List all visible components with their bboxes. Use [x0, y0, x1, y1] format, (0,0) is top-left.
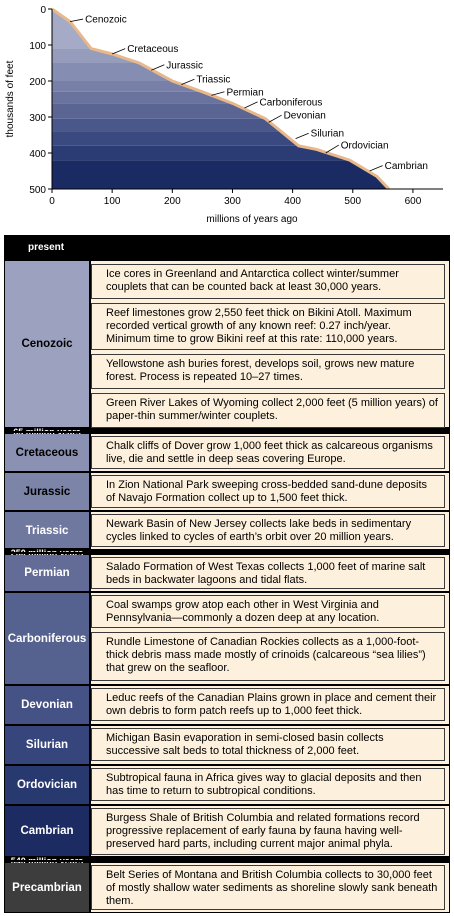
x-tick-label: 100	[103, 196, 121, 207]
table-header	[5, 236, 449, 259]
label-leader	[112, 49, 125, 54]
y-tick-label: 400	[29, 149, 46, 160]
era-silurian: Silurian	[5, 726, 89, 764]
era-cretaceous: Cretaceous	[5, 434, 89, 471]
present-label: present	[28, 242, 65, 253]
y-tick-label: 500	[29, 185, 46, 196]
label-leader	[370, 166, 383, 171]
era-carboniferous: Carboniferous	[5, 593, 89, 684]
era-ordovician: Ordovician	[5, 766, 89, 804]
x-tick-label: 200	[163, 196, 181, 207]
era-cenozoic: Cenozoic	[5, 261, 89, 427]
era-jurassic: Jurassic	[5, 473, 89, 510]
y-tick-label: 100	[29, 41, 46, 52]
period-label-cambrian: Cambrian	[384, 161, 429, 173]
era-devonian: Devonian	[5, 686, 89, 724]
entry-burgess-shale: Burgess Shale of British Columbia and related formations record progressive replacement of early fauna by fauna having well-preserved hard parts, including current major animal phyla.	[91, 808, 445, 855]
label-leader	[244, 102, 257, 108]
entry-newark: Newark Basin of New Jersey collects lake beds in sedimentary cycles linked to cycles of earth’s orbit over 20 million years.	[91, 514, 445, 547]
layer-jurassic	[52, 63, 443, 81]
era-permian: Permian	[5, 555, 89, 591]
label-leader	[326, 145, 339, 153]
y-tick-label: 0	[40, 5, 46, 16]
period-label-cretaceous: Cretaceous	[127, 44, 179, 56]
entry-green-river: Green River Lakes of Wyoming collect 2,000 feet (5 million years) of paper-thin summer/winter couplets.	[91, 393, 445, 428]
period-label-ordovician: Ordovician	[340, 140, 389, 152]
x-tick-label: 500	[344, 196, 362, 207]
label-leader	[70, 19, 83, 22]
x-tick-label: 0	[49, 196, 55, 207]
label-leader	[151, 65, 164, 70]
geologic-timeline-table	[4, 235, 450, 913]
y-axis-label: thousands of feet	[5, 60, 16, 138]
separator	[5, 860, 449, 862]
label-leader	[269, 115, 282, 122]
entry-salado: Salado Formation of West Texas collects 1,000 feet of marine salt beds in backwater lagoons and tidal flats.	[91, 557, 445, 589]
entry-rundle: Rundle Limestone of Canadian Rockies collects as a 1,000-foot-thick debris mass made mostly of crinoids (calcareous “sea lilies”) that grew on the seafloor.	[91, 632, 445, 681]
label-leader	[211, 92, 224, 96]
period-label-devonian: Devonian	[283, 110, 326, 122]
era-triassic: Triassic	[5, 512, 89, 549]
label-leader	[181, 79, 194, 84]
label-leader	[296, 133, 309, 138]
entry-michigan: Michigan Basin evaporation in semi-closed basin collects successive salt beds to total thickness of 2,000 feet.	[91, 728, 445, 761]
separator	[5, 431, 449, 433]
y-tick-label: 200	[29, 77, 46, 88]
era-cambrian: Cambrian	[5, 806, 89, 856]
y-tick-label: 300	[29, 113, 46, 124]
period-label-triassic: Triassic	[196, 74, 231, 86]
entry-dover-chalk: Chalk cliffs of Dover grow 1,000 feet thick as calcareous organisms live, die and settle in deep seas covering Europe.	[91, 436, 445, 469]
separator	[5, 552, 449, 554]
entry-bikini-atoll: Reef limestones grow 2,550 feet thick on Bikini Atoll. Maximum recorded vertical growth of any known reef: 0.27 inch/year. Minimum time to grow Bikini reef at this rate: 110,000 years.	[91, 303, 445, 350]
period-label-carboniferous: Carboniferous	[259, 97, 323, 109]
period-label-permian: Permian	[226, 87, 264, 99]
layer-cretaceous	[52, 49, 443, 63]
period-label-cenozoic: Cenozoic	[85, 14, 127, 26]
era-precambrian: Precambrian	[5, 863, 89, 912]
x-axis-label: millions of years ago	[206, 214, 298, 225]
entry-subtropical: Subtropical fauna in Africa gives way to glacial deposits and then has time to return to subtropical conditions.	[91, 768, 445, 801]
x-tick-label: 300	[224, 196, 241, 207]
period-label-jurassic: Jurassic	[166, 60, 203, 72]
entry-zion: In Zion National Park sweeping cross-bedded sand-dune deposits of Navajo Formation collect up to 1,500 feet thick.	[91, 475, 445, 508]
entry-ice-cores: Ice cores in Greenland and Antarctica collect winter/summer couplets that can be counted back at least 30,000 years.	[91, 264, 445, 299]
entry-yellowstone: Yellowstone ash buries forest, develops soil, grows new mature forest. Process is repeated 10–27 times.	[91, 354, 445, 389]
layer-devonian	[52, 119, 443, 132]
entry-coal-swamps: Coal swamps grow atop each other in West Virginia and Pennsylvania—commonly a dozen deep at any location.	[91, 595, 445, 628]
sediment-thickness-chart	[0, 0, 454, 230]
entry-belt-series: Belt Series of Montana and British Columbia collects to 30,000 feet of mostly shallow water sediments as shoreline slowly sank beneath them.	[91, 865, 445, 910]
x-tick-label: 400	[284, 196, 301, 207]
period-label-silurian: Silurian	[310, 128, 345, 140]
x-tick-label: 600	[404, 196, 422, 207]
entry-leduc: Leduc reefs of the Canadian Plains grown in place and cement their own debris to form patch reefs up to 1,000 feet thick.	[91, 688, 445, 721]
